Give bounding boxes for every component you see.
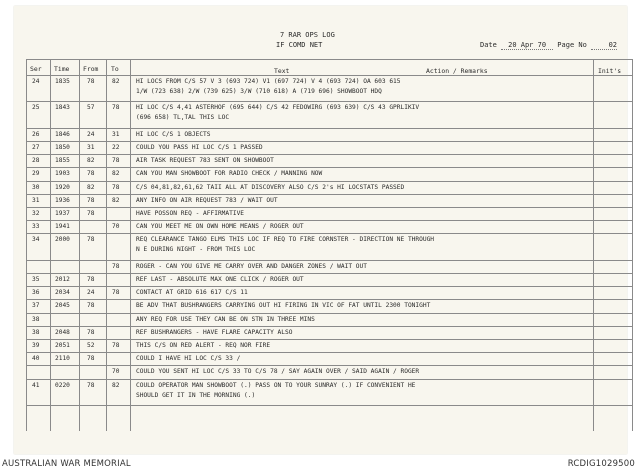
column-rule-3: [106, 59, 107, 431]
cell-time: 0220: [55, 381, 70, 389]
cell-text-line: HI LOCS FROM C/S 57 V 3 (693 724) V1 (697 724) V 4 (693 724) OA 603 615: [136, 78, 401, 85]
page-label: Page No: [557, 41, 587, 49]
cell-text-line: HAVE POSSON REQ - AFFIRMATIVE: [136, 210, 245, 217]
cell-text-line: THIS C/S ON RED ALERT - REQ NOR FIRE: [136, 342, 271, 349]
cell-from: 78: [87, 302, 95, 310]
cell-text-line: 1/W (723 638) 2/W (739 625) 3/W (710 618) A (719 696) SHOWBOOT HDQ: [136, 88, 382, 95]
cell-from: 24: [87, 130, 95, 138]
table-row: [26, 339, 632, 352]
cell-text-line: AIR TASK REQUEST 783 SENT ON SHOWBOOT: [136, 157, 274, 165]
cell-text-line: CONTACT AT GRID 616 617 C/S 11: [136, 289, 248, 297]
cell-time: 1846: [55, 130, 70, 138]
cell-to: 82: [112, 170, 120, 178]
table-row: [26, 75, 632, 101]
col-header-to: To: [111, 65, 119, 73]
row-rule: [26, 405, 632, 406]
table-row: [26, 207, 632, 220]
table-row: [26, 260, 632, 273]
cell-text-line: ANY REQ FOR USE THEY CAN BE ON STN IN THREE MINS: [136, 315, 315, 323]
cell-text-line: BE ADV THAT BUSHRANGERS CARRYING OUT HI FIRING IN VIC OF FAT UNTIL 2300 TONIGHT: [136, 302, 431, 310]
cell-text-line: REF LAST - ABSOLUTE MAX ONE CLICK / ROGER OUT: [136, 276, 304, 283]
cell-from: 78: [87, 328, 95, 336]
cell-time: 1937: [55, 210, 70, 217]
cell-text-line: COULD YOU SENT HI LOC C/S 33 TO C/S 78 / SAY AGAIN OVER / SAID AGAIN / ROGER: [136, 368, 420, 376]
cell-time: 1903: [55, 170, 70, 178]
cell-ser: 30: [32, 183, 40, 191]
cell-time: 1936: [55, 196, 70, 204]
cell-to: 78: [112, 157, 120, 165]
cell-ser: 41: [32, 381, 40, 389]
cell-ser: 29: [32, 170, 40, 178]
cell-ser: 26: [32, 130, 40, 138]
net-name: IF COMD NET: [276, 41, 323, 49]
cell-ser: 33: [32, 223, 40, 231]
cell-from: 78: [87, 170, 95, 178]
cell-to: 78: [112, 183, 120, 191]
cell-text-line: CAN YOU MAN SHOWBOOT FOR RADIO CHECK / MANNING NOW: [136, 170, 323, 178]
table-row: [26, 167, 632, 180]
cell-ser: 35: [32, 276, 40, 283]
cell-text-line: ROGER - CAN YOU GIVE ME CARRY OVER AND DANGER ZONES / WAIT OUT: [136, 262, 367, 270]
cell-ser: 27: [32, 144, 40, 151]
table-row: [26, 154, 632, 167]
table-row: [26, 220, 632, 233]
cell-to: 78: [112, 104, 120, 112]
table-row: [26, 326, 632, 339]
cell-text-line: REF BUSHRANGERS - HAVE FLARE CAPACITY ALSO: [136, 328, 293, 336]
cell-from: 24: [87, 289, 95, 297]
cell-to: 78: [112, 289, 120, 297]
column-rule-5: [593, 59, 594, 431]
table-row: [26, 233, 632, 259]
cell-from: 78: [87, 355, 95, 363]
cell-from: 57: [87, 104, 95, 112]
cell-time: 1941: [55, 223, 70, 231]
cell-text-line: HI LOC C/S 4,41 ASTERHOF (695 644) C/S 42 FEDOWIRG (693 639) C/S 43 GPRLIKIV: [136, 104, 420, 112]
table-row: [26, 141, 632, 154]
cell-time: 1835: [55, 78, 70, 85]
cell-ser: 38: [32, 315, 40, 323]
cell-to: 70: [112, 368, 120, 376]
cell-time: 2000: [55, 236, 70, 244]
cell-ser: 39: [32, 342, 40, 349]
cell-text-line: COULD OPERATOR MAN SHOWBOOT (.) PASS ON TO YOUR SUNRAY (.) IF CONVENIENT HE: [136, 381, 416, 389]
column-rule-4: [130, 59, 131, 431]
cell-to: 70: [112, 223, 120, 231]
table-row: [26, 273, 632, 286]
footer-reference: RCDIG1029500: [567, 459, 635, 469]
cell-text-line: CAN YOU MEET ME ON OWN HOME MEANS / ROGER OUT: [136, 223, 304, 231]
col-header-time: Time: [54, 65, 70, 73]
cell-from: 82: [87, 157, 95, 165]
table-row: [26, 365, 632, 378]
cell-from: 52: [87, 342, 95, 349]
cell-ser: 36: [32, 289, 40, 297]
footer-archive: AUSTRALIAN WAR MEMORIAL: [2, 459, 131, 469]
date-page-line: [480, 41, 617, 50]
table-border-top: [26, 59, 632, 60]
column-rule-2: [79, 59, 80, 431]
cell-time: 1843: [55, 104, 70, 112]
cell-from: 78: [87, 381, 95, 389]
cell-text-line: COULD I HAVE HI LOC C/S 33 /: [136, 355, 241, 363]
cell-text-line: REQ CLEARANCE TANGO ELMS THIS LOC IF REQ TO FIRE CORNSTER - DIRECTION NE THROUGH: [136, 236, 435, 244]
col-header-from: From: [83, 65, 99, 73]
cell-ser: 37: [32, 302, 40, 310]
cell-ser: 32: [32, 210, 40, 217]
cell-time: 2051: [55, 342, 70, 349]
cell-ser: 40: [32, 355, 40, 363]
cell-to: 78: [112, 262, 120, 270]
cell-to: 82: [112, 381, 120, 389]
table-row: [26, 194, 632, 207]
cell-time: 2048: [55, 328, 70, 336]
table-row: [26, 181, 632, 194]
cell-text-line: (696 658) TL,TAL THIS LOC: [136, 114, 230, 122]
date-label: Date: [480, 41, 497, 49]
cell-ser: 38: [32, 328, 40, 336]
cell-time: 2034: [55, 289, 70, 297]
cell-time: 1855: [55, 157, 70, 165]
column-rule-0: [26, 59, 27, 431]
cell-ser: 24: [32, 78, 40, 85]
col-header-action: Action / Remarks: [426, 67, 488, 75]
cell-text-line: C/S 04,81,82,61,62 TAII ALL AT DISCOVERY ALSO C/S 2's HI LOCSTATS PASSED: [136, 183, 405, 191]
cell-ser: 28: [32, 157, 40, 165]
page-value: 02: [591, 41, 617, 50]
table-row: [26, 379, 632, 405]
cell-ser: 25: [32, 104, 40, 112]
table-row: [26, 352, 632, 365]
column-rule-6: [632, 59, 633, 431]
cell-text-line: COULD YOU PASS HI LOC C/S 1 PASSED: [136, 144, 263, 151]
table-row: [26, 299, 632, 312]
column-rule-1: [50, 59, 51, 431]
col-header-inits: Init's: [598, 67, 622, 75]
cell-from: 78: [87, 196, 95, 204]
cell-time: 2110: [55, 355, 70, 363]
col-header-text: Text: [274, 67, 290, 75]
cell-to: 31: [112, 130, 120, 138]
cell-text-line: HI LOC C/S 1 OBJECTS: [136, 130, 211, 138]
cell-to: 82: [112, 78, 120, 85]
cell-time: 1850: [55, 144, 70, 151]
table-row: [26, 313, 632, 326]
date-value: 20 Apr 70: [501, 41, 553, 50]
table-row: [26, 101, 632, 127]
cell-time: 1920: [55, 183, 70, 191]
table-row: [26, 128, 632, 141]
cell-from: 82: [87, 183, 95, 191]
cell-to: 22: [112, 144, 120, 151]
cell-time: 2045: [55, 302, 70, 310]
cell-from: 31: [87, 144, 95, 151]
cell-text-line: ANY INFO ON AIR REQUEST 783 / WAIT OUT: [136, 196, 278, 204]
log-table: [26, 59, 632, 431]
cell-ser: 31: [32, 196, 40, 204]
table-row: [26, 286, 632, 299]
cell-text-line: N E DURING NIGHT - FROM THIS LOC: [136, 246, 256, 254]
log-title: 7 RAR OPS LOG: [280, 31, 335, 39]
cell-time: 2012: [55, 276, 70, 283]
col-header-ser: Ser: [30, 65, 42, 73]
cell-to: 82: [112, 196, 120, 204]
cell-to: 78: [112, 342, 120, 349]
cell-text-line: SHOULD GET IT IN THE MORNING (.): [136, 391, 256, 399]
cell-from: 78: [87, 276, 95, 283]
cell-from: 78: [87, 236, 95, 244]
cell-from: 78: [87, 78, 95, 85]
cell-ser: 34: [32, 236, 40, 244]
cell-from: 78: [87, 210, 95, 217]
